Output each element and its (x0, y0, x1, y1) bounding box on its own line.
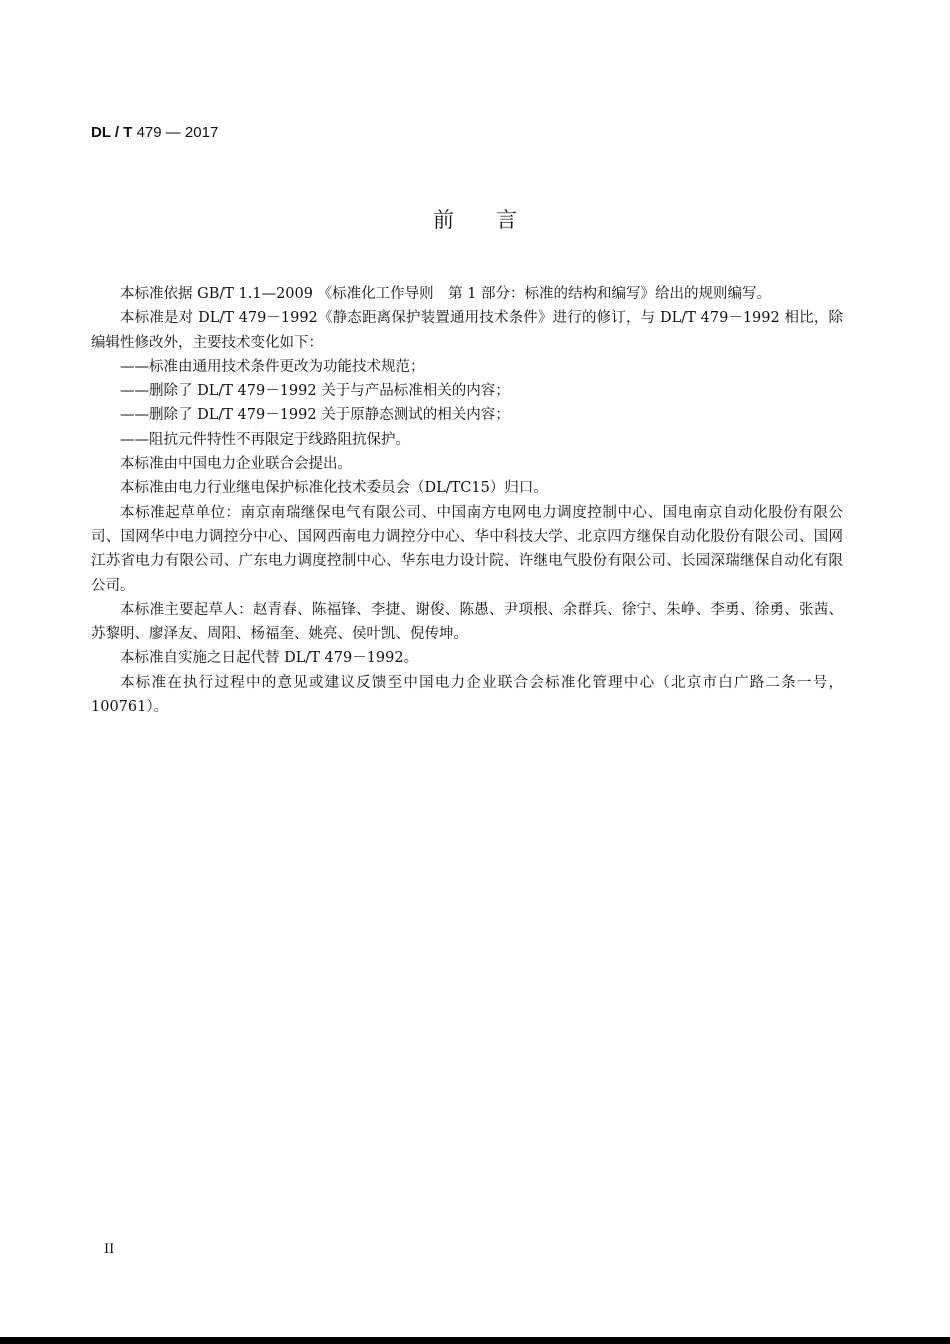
paragraph-revision: 本标准是对 DL/T 479－1992《静态距离保护装置通用技术条件》进行的修订，与 DL/T 479－1992 相比，除编辑性修改外，主要技术变化如下： (91, 310, 843, 351)
paragraph-change-4: ——阻抗元件特性不再限定于线路阻抗保护。 (120, 431, 410, 448)
paragraph-basis: 本标准依据 GB/T 1.1—2009 《标准化工作导则 第 1 部分：标准的结构和编写》给出的规则编写。 (120, 286, 772, 302)
bottom-border-bar (0, 1337, 950, 1344)
paragraph-change-1: ——标准由通用技术条件更改为功能技术规范； (120, 358, 425, 375)
paragraph-change-2: ——删除了 DL/T 479－1992 关于与产品标准相关的内容； (120, 383, 510, 400)
paragraph-drafting-units: 本标准起草单位：南京南瑞继保电气有限公司、中国南方电网电力调度控制中心、国电南京自动化股份有限公司、国网华中电力调控分中心、国网西南电力调控分中心、华中科技大学、北京四方继保自动化股份有限公司、国网江苏省电力有限公司、广东电力调度控制中心、华东电力设计院、许继电气股份有限公司、长园深瑞继保自动化有限公司。 (91, 504, 843, 594)
page-title: 前 言 (433, 208, 517, 232)
standard-year-number: 479 — 2017 (136, 124, 219, 141)
paragraph-committee: 本标准由电力行业继电保护标准化技术委员会（DL/TC15）归口。 (120, 480, 548, 497)
foreword-body (91, 282, 843, 719)
page-number: II (104, 1242, 115, 1257)
paragraph-replacement: 本标准自实施之日起代替 DL/T 479－1992。 (120, 650, 419, 667)
standard-number-header (91, 124, 218, 141)
paragraph-drafters: 本标准主要起草人：赵青春、陈福锋、李捷、谢俊、陈愚、尹项根、余群兵、徐宁、朱峥、李勇、徐勇、张茜、苏黎明、廖泽友、周阳、杨福奎、姚亮、侯叶凯、倪传坤。 (91, 601, 843, 643)
standard-code: DL / T (91, 124, 133, 141)
paragraph-change-3: ——删除了 DL/T 479－1992 关于原静态测试的相关内容； (120, 407, 510, 424)
paragraph-feedback: 本标准在执行过程中的意见或建议反馈至中国电力企业联合会标准化管理中心（北京市白广路二条一号，100761）。 (91, 674, 843, 716)
paragraph-proposer: 本标准由中国电力企业联合会提出。 (120, 456, 352, 473)
